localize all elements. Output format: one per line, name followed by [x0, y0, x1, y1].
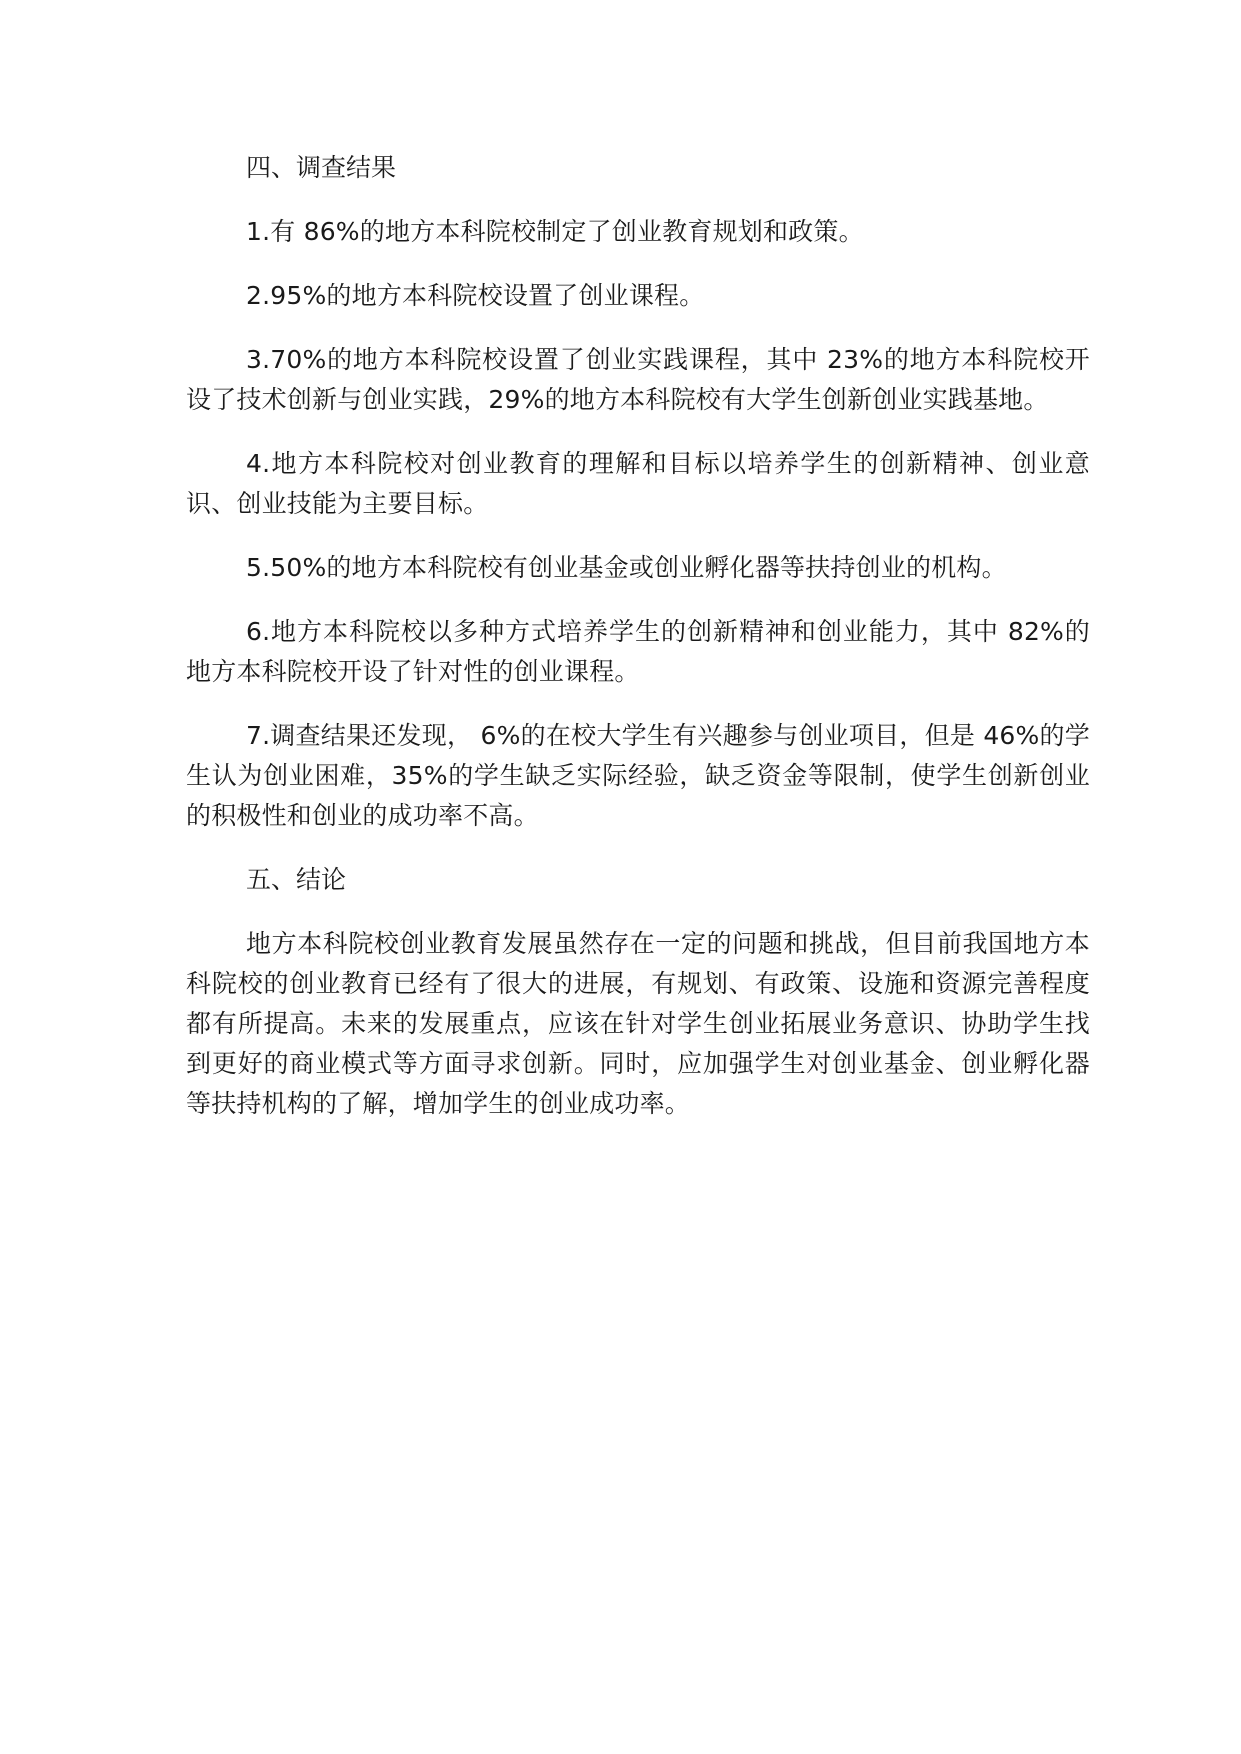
section-heading-survey-results: 四、调查结果	[246, 153, 397, 182]
result-item-5: 5.50%的地方本科院校有创业基金或创业孵化器等扶持创业的机构。	[246, 553, 1007, 582]
result-item-1: 1.有 86%的地方本科院校制定了创业教育规划和政策。	[246, 217, 864, 246]
result-item-2: 2.95%的地方本科院校设置了创业课程。	[246, 281, 705, 310]
result-item-4: 4.地方本科院校对创业教育的理解和目标以培养学生的创新精神、创业意识、创业技能为主要目标。	[186, 449, 1090, 518]
section-heading-conclusion: 五、结论	[246, 865, 347, 894]
result-item-6: 6.地方本科院校以多种方式培养学生的创新精神和创业能力，其中 82%的地方本科院校开设了针对性的创业课程。	[186, 617, 1090, 686]
document-body	[186, 148, 1090, 1148]
result-item-3: 3.70%的地方本科院校设置了创业实践课程，其中 23%的地方本科院校开设了技术创新与创业实践，29%的地方本科院校有大学生创新创业实践基地。	[186, 345, 1090, 414]
conclusion-paragraph: 地方本科院校创业教育发展虽然存在一定的问题和挑战，但目前我国地方本科院校的创业教育已经有了很大的进展，有规划、有政策、设施和资源完善程度都有所提高。未来的发展重点，应该在针对学生创业拓展业务意识、协助学生找到更好的商业模式等方面寻求创新。同时，应加强学生对创业基金、创业孵化器等扶持机构的了解，增加学生的创业成功率。	[186, 929, 1090, 1118]
result-item-7: 7.调查结果还发现， 6%的在校大学生有兴趣参与创业项目，但是 46%的学生认为创业困难，35%的学生缺乏实际经验，缺乏资金等限制，使学生创新创业的积极性和创业的成功率不高。	[186, 721, 1090, 830]
